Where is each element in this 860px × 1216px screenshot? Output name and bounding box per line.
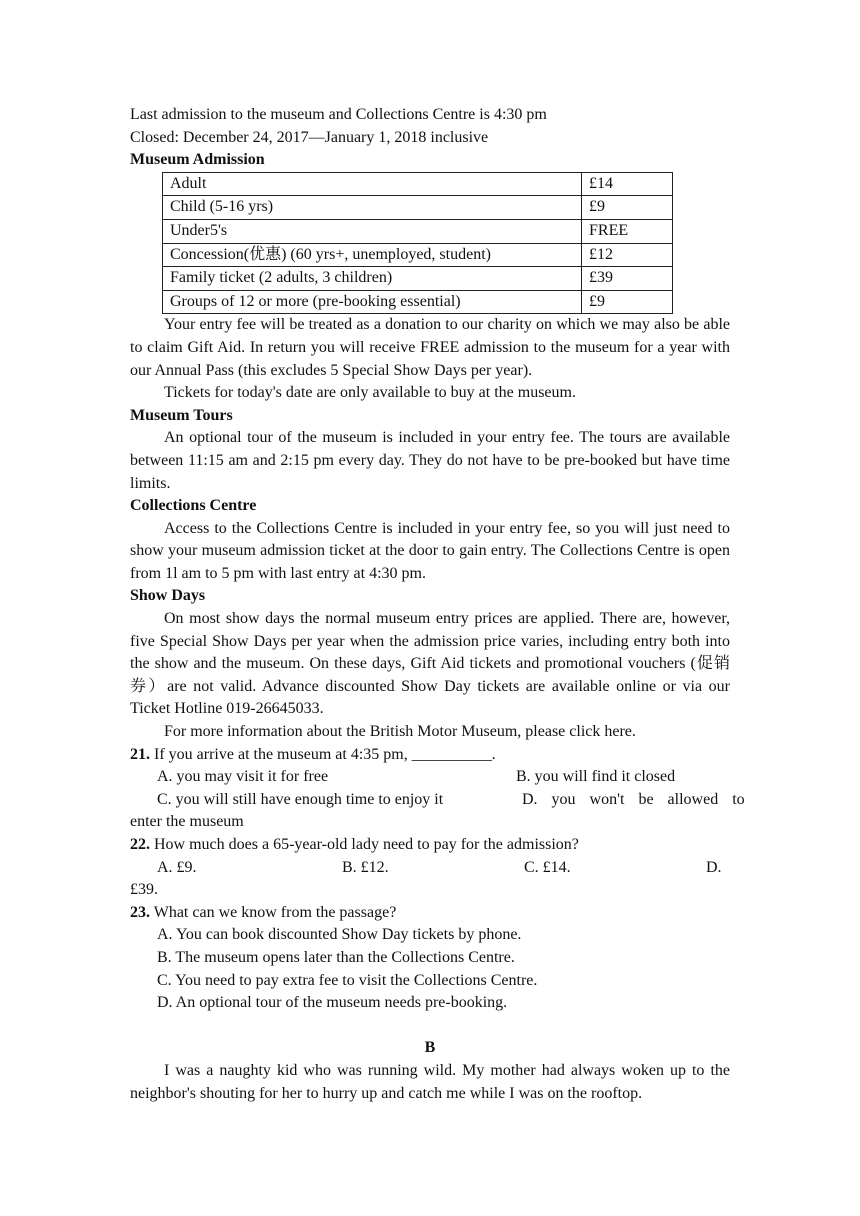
question-number: 22. xyxy=(130,836,150,853)
more-info-link-text[interactable]: For more information about the British Motor Museum, please click here. xyxy=(164,723,636,741)
option-a: A. £9. xyxy=(157,858,197,876)
admission-table xyxy=(162,172,673,315)
ticket-price: £12 xyxy=(582,243,673,267)
show-days-heading: Show Days xyxy=(130,587,206,605)
option-d: D. you won't be allowed to xyxy=(522,790,745,808)
tours-paragraph: An optional tour of the museum is included in your entry fee. The tours are available between 11:15 am and 2:15 pm every day. They do not have to be pre-booked but have time limits. xyxy=(130,429,730,492)
question-text: If you arrive at the museum at 4:35 pm, __________. xyxy=(154,745,496,763)
option-b: B. £12. xyxy=(342,858,389,876)
table-row xyxy=(163,219,673,243)
option-a: A. you may visit it for free xyxy=(157,768,329,786)
donation-paragraph: Your entry fee will be treated as a donation to our charity on which we may also be able to claim Gift Aid. In return you will receive FREE admission to the museum for a year with our Annual Pass (this excludes 5 Special Show Days per year). xyxy=(130,316,730,379)
table-row xyxy=(163,196,673,220)
ticket-type: Family ticket (2 adults, 3 children) xyxy=(163,267,582,291)
ticket-type: Adult xyxy=(163,172,582,196)
option-d: D. An optional tour of the museum needs pre-booking. xyxy=(157,994,508,1012)
question-21 xyxy=(130,744,745,834)
show-days-paragraph: On most show days the normal museum entry prices are applied. There are, however, five Special Show Days per year when the admission price varies, including entry both into the show and the museum. On these days, Gift Aid tickets and promotional vouchers (促销券）are not valid. Advance discounted Show Day tickets are available online or via our Ticket Hotline 019-26645033. xyxy=(130,610,730,718)
document-page xyxy=(130,104,745,1105)
ticket-type: Child (5-16 yrs) xyxy=(163,196,582,220)
table-row xyxy=(163,243,673,267)
collections-heading: Collections Centre xyxy=(130,497,257,515)
question-22 xyxy=(130,834,730,902)
tours-heading: Museum Tours xyxy=(130,406,233,424)
closed-dates-text: Closed: December 24, 2017—January 1, 2018 inclusive xyxy=(130,128,489,146)
option-b: B. The museum opens later than the Collections Centre. xyxy=(157,948,515,966)
table-row xyxy=(163,267,673,291)
table-row xyxy=(163,290,673,314)
option-d: D. xyxy=(706,858,722,876)
question-text: How much does a 65-year-old lady need to pay for the admission? xyxy=(154,836,579,853)
last-admission-text: Last admission to the museum and Collections Centre is 4:30 pm xyxy=(130,106,547,123)
option-c: C. You need to pay extra fee to visit the Collections Centre. xyxy=(157,971,538,989)
option-c: C. you will still have enough time to enjoy it xyxy=(157,790,444,808)
ticket-type: Concession(优惠) (60 yrs+, unemployed, student) xyxy=(163,243,582,267)
ticket-price: £9 xyxy=(582,196,673,220)
ticket-price: £9 xyxy=(582,290,673,314)
admission-heading: Museum Admission xyxy=(130,151,265,169)
question-number: 23. xyxy=(130,903,150,921)
option-d-continued: £39. xyxy=(130,881,158,899)
option-d-continued: enter the museum xyxy=(130,813,244,831)
table-row xyxy=(163,172,673,196)
section-b-paragraph: I was a naughty kid who was running wild. My mother had always woken up to the neighbor's shouting for her to hurry up and catch me while I was on the rooftop. xyxy=(130,1061,730,1102)
question-23 xyxy=(130,902,730,1015)
ticket-price: £14 xyxy=(582,172,673,196)
ticket-type: Under5's xyxy=(163,219,582,243)
option-b: B. you will find it closed xyxy=(516,768,676,786)
ticket-price: FREE xyxy=(582,219,673,243)
ticket-type: Groups of 12 or more (pre-booking essential) xyxy=(163,290,582,314)
collections-paragraph: Access to the Collections Centre is included in your entry fee, so you will just need to show your museum admission ticket at the door to gain entry. The Collections Centre is open from 1l am to 5 pm with last entry at 4:30 pm. xyxy=(130,519,730,582)
question-number: 21. xyxy=(130,745,150,763)
tickets-today-paragraph: Tickets for today's date are only available to buy at the museum. xyxy=(164,384,576,402)
section-b-heading: B xyxy=(424,1039,436,1057)
option-a: A. You can book discounted Show Day tickets by phone. xyxy=(157,926,522,944)
ticket-price: £39 xyxy=(582,267,673,291)
option-c: C. £14. xyxy=(524,858,571,876)
question-text: What can we know from the passage? xyxy=(153,903,397,921)
